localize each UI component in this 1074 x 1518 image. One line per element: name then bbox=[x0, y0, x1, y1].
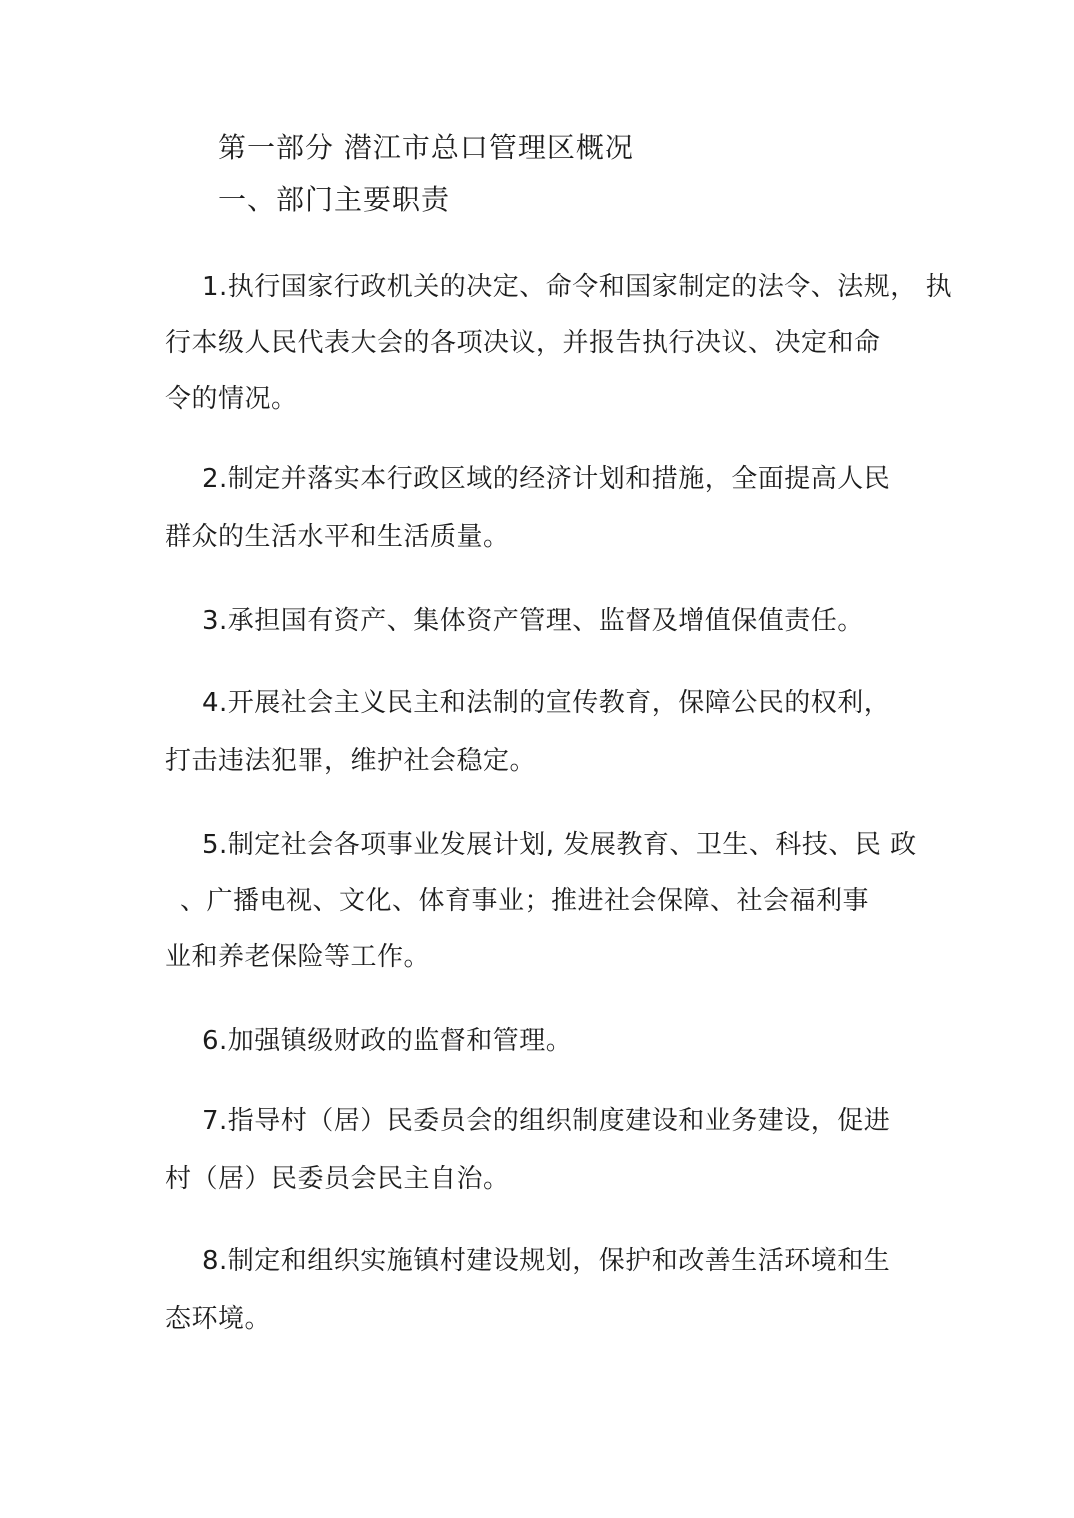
section-title: 一、部门主要职责 bbox=[218, 183, 451, 216]
item-1-line-3: 令的情况。 bbox=[165, 384, 298, 414]
item-3-line-1: 3.承担国有资产、集体资产管理、监督及增值保值责任。 bbox=[202, 606, 864, 636]
item-5-line-2: 、广播电视、文化、体育事业；推进社会保障、社会福利事 bbox=[180, 886, 870, 916]
item-7-line-2: 村（居）民委员会民主自治。 bbox=[165, 1164, 510, 1194]
item-7-line-1: 7.指导村（居）民委员会的组织制度建设和业务建设，促进 bbox=[202, 1106, 891, 1136]
item-2-line-2: 群众的生活水平和生活质量。 bbox=[165, 522, 510, 552]
item-8-line-1: 8.制定和组织实施镇村建设规划，保护和改善生活环境和生 bbox=[202, 1246, 891, 1276]
item-2-line-1: 2.制定并落实本行政区域的经济计划和措施，全面提高人民 bbox=[202, 464, 891, 494]
item-4-line-2: 打击违法犯罪，维护社会稳定。 bbox=[165, 746, 537, 776]
part-title: 第一部分 潜江市总口管理区概况 bbox=[218, 131, 634, 164]
item-1-line-2: 行本级人民代表大会的各项决议，并报告执行决议、决定和命 bbox=[165, 328, 881, 358]
item-5-line-1: 5.制定社会各项事业发展计划, 发展教育、卫生、科技、民 政 bbox=[202, 830, 917, 860]
item-8-line-2: 态环境。 bbox=[165, 1304, 272, 1334]
item-6-line-1: 6.加强镇级财政的监督和管理。 bbox=[202, 1026, 573, 1056]
item-5-line-3: 业和养老保险等工作。 bbox=[165, 942, 431, 972]
item-1-line-1: 1.执行国家行政机关的决定、命令和国家制定的法令、法规， 执 bbox=[202, 272, 953, 302]
item-4-line-1: 4.开展社会主义民主和法制的宣传教育，保障公民的权利， bbox=[202, 688, 891, 718]
